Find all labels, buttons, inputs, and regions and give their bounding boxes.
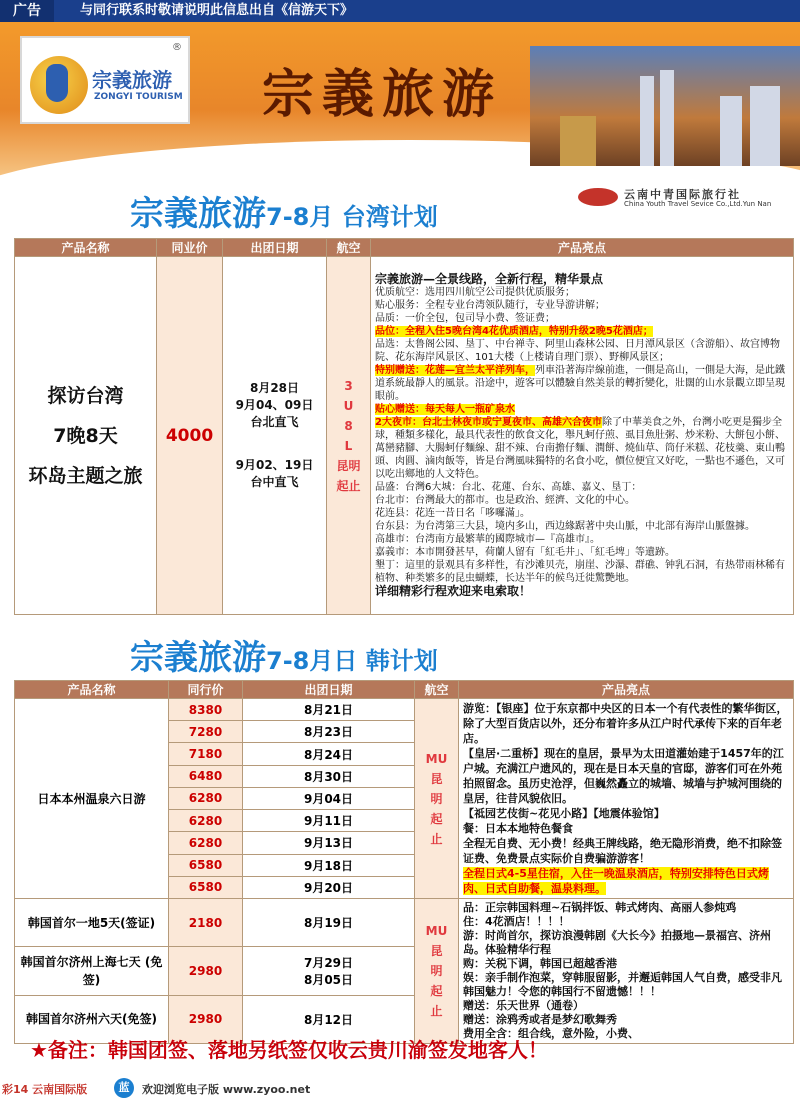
highlight-line: 赠送：涂鸦秀或者是梦幻歌舞秀 xyxy=(463,1013,617,1026)
banner-title: 宗義旅游 xyxy=(262,65,503,125)
korea-price: 2180 xyxy=(169,899,243,947)
japan-date: 9月20日 xyxy=(243,876,415,898)
korea-date: 7月29日 xyxy=(303,955,354,970)
col-header-price: 同行价 xyxy=(169,681,243,699)
highlight-hotel: 品位：全程入住5晚台湾4花优质酒店，特别升级2晚5花酒店； xyxy=(375,326,653,337)
col-header-highlights: 产品亮点 xyxy=(371,239,794,257)
registered-mark: ® xyxy=(172,42,182,53)
section1-title-small: 7-8月 台湾计划 xyxy=(266,203,438,231)
price-cell xyxy=(157,257,223,615)
col-header-price: 同业价 xyxy=(157,239,223,257)
flight-char: 起止 xyxy=(336,478,361,493)
highlight-line: 品选：太鲁阁公园、垦丁、中台禅寺、阿里山森林公园、日月潭风景区（含游船）、故宫博物院、花东海岸风景区、101大楼（上楼请自理门票）、野柳风景区； xyxy=(375,339,780,363)
section2-title-small: 7-8月日 韩计划 xyxy=(266,647,438,675)
highlight-line: 游览：【银座】位于东京都中央区的日本一个有代表性的繁华街区，除了大型百货店以外，还分布着许多从江户时代承传下来的百年老店。 xyxy=(463,702,788,745)
highlight-line: 住：4花酒店！！！！ xyxy=(463,915,570,928)
japan-date: 9月11日 xyxy=(243,810,415,832)
dates-cell xyxy=(223,257,327,615)
flight-char: 8 xyxy=(344,418,353,433)
highlight-line: 【皇居·二重桥】现在的皇居，景早为太田道灌始建于1457年的江户城。充满江户遗风的，现在是日本天皇的官邸，游客们可在外苑拍照留念。虽历史沧浮，但巍然矗立的城墙、城墙与护城河围绕的皇居，往昔风貌依旧。 xyxy=(463,747,784,805)
agency-info xyxy=(578,186,800,216)
korea-product-name: 韩国首尔济州六天(免签) xyxy=(15,995,169,1043)
highlight-line: 餐：日本本地特色餐食 xyxy=(463,822,573,835)
flight-char: 3 xyxy=(344,378,353,393)
highlight-line: 优质航空：选用四川航空公司提供优质服务； xyxy=(375,287,575,298)
flight-char: MU xyxy=(425,924,448,938)
highlight-line: 品盛：台灣6大城：台北、花蓮、台东、高雄、嘉义、垦丁： xyxy=(375,482,642,493)
highlight-line: 花连县：花连一昔日名「哆囉滿」。 xyxy=(375,508,530,519)
japan-korea-table xyxy=(14,680,794,1044)
highlight-line: 【祗园艺伎街~花见小路】【地震体验馆】 xyxy=(463,807,665,820)
flight-char: 昆 xyxy=(430,944,443,958)
highlight-night-market: 2大夜市：台北士林夜市或宁夏夜市、高雄六合夜市 xyxy=(375,417,602,428)
highlight-line: 高雄市：台湾南方最繁華的國際城市—『高雄市』。 xyxy=(375,534,600,545)
date-line: 台北直飞 xyxy=(250,415,299,429)
col-header-flight: 航空 xyxy=(327,239,371,257)
highlights-cell xyxy=(371,257,794,615)
japan-date: 9月18日 xyxy=(243,854,415,876)
section1-title xyxy=(130,186,438,235)
japan-price: 6280 xyxy=(169,787,243,809)
japan-price: 8380 xyxy=(169,699,243,721)
japan-price: 7280 xyxy=(169,721,243,743)
flight-char: 昆 xyxy=(430,771,443,786)
tower-icon xyxy=(660,70,674,166)
col-header-flight: 航空 xyxy=(415,681,459,699)
page-number: 彩14 云南国际版 xyxy=(2,1083,88,1096)
product-name-line: 7晚8天 xyxy=(53,424,118,447)
japan-price: 6280 xyxy=(169,810,243,832)
flight-char: MU xyxy=(425,751,448,766)
logo-text-en: ZONGYI TOURISM xyxy=(94,92,183,102)
ad-label: 广告 xyxy=(0,0,54,22)
col-header-dates: 出团日期 xyxy=(243,681,415,699)
highlight-line: 列車沿著海岸線前進，一側是高山，一側是大海，是此鐵道系統最靜人的風景。沿途中，遊客可以體驗自然美景的轉折變化，壯闊的山水景觀立即呈現眼前。 xyxy=(375,365,785,402)
col-header-highlights: 产品亮点 xyxy=(459,681,794,699)
japan-date: 9月04日 xyxy=(243,787,415,809)
highlight-line: 台北市：台灣最大的都市。也是政治、經濟、文化的中心。 xyxy=(375,495,635,506)
highlight-line: 墾丁：這里的景观具有多样性，有沙滩贝壳，崩崖、沙瀑、群礁、钟乳石洞，有热带雨林稀有植物、种类繁多的昆虫蝴蝶，长达半年的候鸟迁徙驚艷地。 xyxy=(375,560,785,584)
col-header-name: 产品名称 xyxy=(15,681,169,699)
flight-char: 止 xyxy=(430,831,443,846)
korea-product-name: 韩国首尔济州上海七天 (免签) xyxy=(15,947,169,995)
ad-notice: 与同行联系时敬请说明此信息出自《信游天下》 xyxy=(80,3,354,18)
col-header-name: 产品名称 xyxy=(15,239,157,257)
japan-date: 8月30日 xyxy=(243,765,415,787)
korea-flight-cell xyxy=(415,899,459,1044)
date-line: 台中直飞 xyxy=(250,475,299,489)
highlight-line: 赠送：乐天世界（通卷） xyxy=(463,999,584,1012)
highlight-line: 除了中華美食之外，台灣小吃更是獨步全球，種類多樣化，最具代表性的飲食文化，舉凡蚵仔煎、虱目魚肚粥、炒米粉、大餅包小餅、萬巒豬腳、大腸蚵仔麵線、甜不辣、台南擔仔麵、潤餅、燒仙草、筒仔米糕、花枝羹、東山鴨頭、肉圓、滷肉飯等，皆是台灣風味獨特的名食小吃，價位便宜又好吃，一點也不遜色，又可以吃出鄉地的人文特色。 xyxy=(375,417,785,480)
flight-char: 起 xyxy=(430,811,443,826)
japan-flight-cell xyxy=(415,699,459,899)
temple-icon xyxy=(560,116,596,166)
highlight-water: 贴心赠送：每天每人一瓶矿泉水 xyxy=(375,404,515,415)
section2-title-big: 宗義旅游 xyxy=(130,638,266,678)
product-name-line: 环岛主题之旅 xyxy=(28,464,143,487)
japan-price: 7180 xyxy=(169,743,243,765)
logo-foot-icon xyxy=(46,64,68,102)
taiwan-table xyxy=(14,238,794,615)
highlight-line: 贴心服务：全程专业台湾领队随行，专业导游讲解； xyxy=(375,300,605,311)
highlight-footer: 详细精彩行程欢迎来电索取！ xyxy=(375,584,532,598)
japan-date: 8月23日 xyxy=(243,721,415,743)
flight-char: 昆明 xyxy=(336,458,361,473)
japan-price: 6480 xyxy=(169,765,243,787)
agency-name-cn: 云南中青国际旅行社 xyxy=(624,188,741,201)
logo-text-cn: 宗義旅游 xyxy=(92,68,172,92)
japan-price: 6580 xyxy=(169,854,243,876)
flight-char: L xyxy=(344,438,353,453)
tower-icon xyxy=(640,76,654,166)
korea-date: 8月05日 xyxy=(303,972,354,987)
japan-price: 6580 xyxy=(169,876,243,898)
section1-title-big: 宗義旅游 xyxy=(130,194,266,234)
date-line: 8月28日 xyxy=(249,381,300,395)
korea-product-name: 韩国首尔一地5天(签证) xyxy=(15,899,169,947)
japan-date: 8月21日 xyxy=(243,699,415,721)
highlight-train: 特别赠送：花莲—宜兰太平洋列车， xyxy=(375,365,535,376)
highlight-line: 费用全含：组合线，意外险，小费、 xyxy=(463,1027,639,1040)
agency-name-en: China Youth Travel Sevice Co.,Ltd.Yun Nan xyxy=(624,200,772,208)
section2-title xyxy=(130,630,438,679)
highlight-headline: 宗義旅游—全景线路，全新行程，精华景点 xyxy=(375,272,604,286)
col-header-dates: 出团日期 xyxy=(223,239,327,257)
highlight-line: 全程无自费、无小费！经典王牌线路，绝无隐形消费，绝不扣除签证费、免费景点实际价自费骗游游客！ xyxy=(463,837,782,865)
highlight-line: 娱：亲手制作泡菜，穿韩服留影，并邂逅韩国人气自费，感受非凡韩国魅力！令您的韩国行不留遗憾！！！ xyxy=(463,971,782,998)
highlight-hotel: 全程日式4-5星住宿，入住一晚温泉酒店，特别安排特色日式烤肉、日式自助餐，温泉料理。 xyxy=(463,867,769,895)
flight-char: U xyxy=(343,398,354,413)
japan-price: 6280 xyxy=(169,832,243,854)
company-logo xyxy=(20,36,190,124)
japan-date: 9月13日 xyxy=(243,832,415,854)
highlight-line: 台东县：为台湾第三大县，境内多山，西边緣踞著中央山脈，中北部有海岸山脈盤據。 xyxy=(375,521,755,532)
korea-highlights xyxy=(459,899,794,1044)
price-value: 4000 xyxy=(165,425,214,446)
flight-char: 明 xyxy=(430,791,443,806)
highlight-line: 品质：一价全包，包司导小费、签证费； xyxy=(375,313,555,324)
highlight-line: 嘉義市：本市開發甚早，荷蘭人留有「紅毛井」、「紅毛埤」等遺跡。 xyxy=(375,547,675,558)
remark-note: ★备注：韩国团签、落地另纸签仅收云贵川渝签发地客人！ xyxy=(30,1038,548,1062)
korea-date: 8月19日 xyxy=(243,899,415,947)
banner xyxy=(0,22,800,182)
highlight-line: 购：关税下调，韩国已超越香港 xyxy=(463,957,617,970)
korea-price: 2980 xyxy=(169,947,243,995)
japan-date: 8月24日 xyxy=(243,743,415,765)
scenery-photo xyxy=(530,46,800,166)
highlight-line: 游：时尚首尔，探访浪漫韩剧《大长今》拍摄地—景福宫、济州岛。体验精华行程 xyxy=(463,929,771,956)
korea-dates-cell xyxy=(243,947,415,995)
flight-char: 明 xyxy=(430,964,443,978)
product-name-line: 探访台湾 xyxy=(47,384,124,407)
flight-cell xyxy=(327,257,371,615)
building-icon xyxy=(720,96,742,166)
japan-highlights xyxy=(459,699,794,899)
korea-date: 8月12日 xyxy=(243,995,415,1043)
footer-url[interactable]: 欢迎浏览电子版 www.zyoo.net xyxy=(142,1083,311,1096)
date-line: 9月04、09日 xyxy=(235,398,314,412)
ad-header-bar xyxy=(0,0,800,22)
highlight-line: 品：正宗韩国料理~石锅拌饭、韩式烤肉、高丽人参炖鸡 xyxy=(463,901,737,914)
date-line: 9月02、19日 xyxy=(235,458,314,472)
korea-price: 2980 xyxy=(169,995,243,1043)
flight-char: 止 xyxy=(430,1004,443,1018)
japan-product-name: 日本本州温泉六日游 xyxy=(15,699,169,899)
product-name-cell xyxy=(15,257,157,615)
flight-char: 起 xyxy=(430,984,443,998)
page-footer xyxy=(0,1076,800,1100)
edition-badge-icon: 蓝 xyxy=(114,1078,134,1098)
agency-logo-icon xyxy=(578,188,618,206)
building-icon xyxy=(750,86,780,166)
